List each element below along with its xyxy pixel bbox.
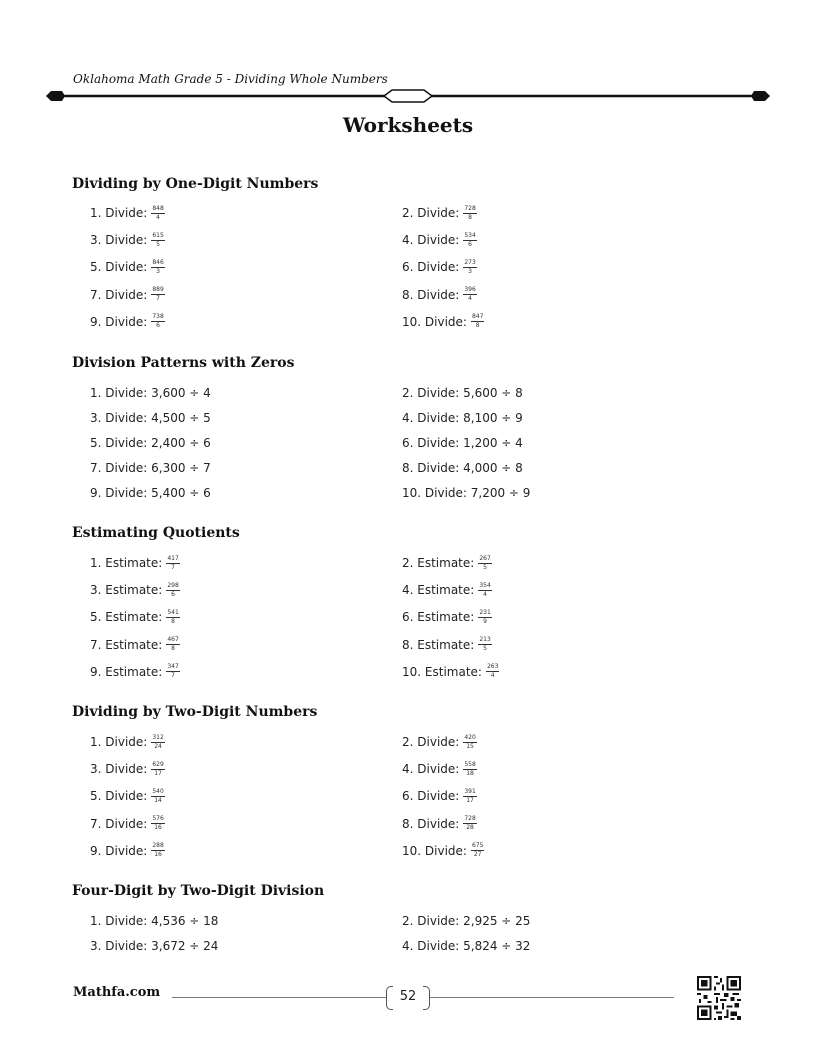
exercise-label: 8. Estimate: bbox=[402, 637, 475, 652]
exercise-text: 5. Divide: 2,400 ÷ 6 bbox=[90, 436, 211, 450]
exercise-item bbox=[90, 483, 211, 503]
exercise-item bbox=[90, 911, 218, 931]
fraction-numerator: 354 bbox=[479, 581, 491, 589]
header-divider bbox=[46, 88, 770, 104]
fraction-denominator: 27 bbox=[473, 851, 482, 859]
exercise-item bbox=[402, 408, 523, 428]
exercise-item bbox=[402, 911, 530, 931]
exercise-text: 3. Divide: 4,500 ÷ 5 bbox=[90, 411, 211, 425]
exercise-label: 4. Divide: bbox=[402, 762, 460, 777]
fraction-numerator: 347 bbox=[167, 663, 179, 671]
fraction-denominator: 7 bbox=[171, 563, 175, 571]
fraction-numerator: 738 bbox=[152, 313, 164, 321]
fraction bbox=[166, 556, 179, 571]
exercise-label: 7. Divide: bbox=[90, 287, 148, 302]
exercise-label: 1. Estimate: bbox=[90, 556, 163, 570]
qr-code-icon bbox=[697, 976, 741, 1020]
fraction-denominator: 5 bbox=[156, 240, 160, 248]
exercise-label: 4. Divide: bbox=[402, 233, 460, 248]
fraction-denominator: 4 bbox=[490, 672, 495, 680]
fraction bbox=[463, 735, 476, 750]
fraction-denominator: 8 bbox=[468, 213, 472, 221]
page-title: Worksheets bbox=[342, 113, 474, 137]
exercise-item bbox=[90, 841, 165, 861]
exercise-label: 9. Divide: bbox=[90, 843, 148, 858]
exercise-item bbox=[402, 580, 492, 600]
section-title: Estimating Quotients bbox=[72, 525, 240, 541]
fraction-denominator: 18 bbox=[466, 769, 474, 777]
exercise-label: 2. Estimate: bbox=[402, 556, 475, 570]
fraction-denominator: 3 bbox=[468, 267, 472, 275]
exercise-text: 8. Divide: 4,000 ÷ 8 bbox=[402, 461, 523, 475]
fraction-numerator: 558 bbox=[464, 760, 476, 768]
fraction-numerator: 540 bbox=[152, 787, 164, 795]
fraction bbox=[166, 610, 179, 625]
exercise-item bbox=[90, 257, 165, 277]
exercise-item bbox=[90, 786, 165, 806]
fraction-numerator: 267 bbox=[479, 554, 491, 562]
fraction bbox=[151, 735, 164, 750]
exercise-item bbox=[402, 553, 492, 573]
fraction-denominator: 15 bbox=[466, 742, 474, 750]
exercise-label: 1. Divide: bbox=[90, 735, 148, 749]
fraction-numerator: 615 bbox=[152, 231, 164, 239]
exercise-text: 7. Divide: 6,300 ÷ 7 bbox=[90, 461, 211, 475]
exercise-text: 1. Divide: 4,536 ÷ 18 bbox=[90, 914, 219, 928]
fraction-numerator: 541 bbox=[167, 608, 179, 616]
exercise-label: 1. Divide: bbox=[90, 206, 148, 220]
fraction bbox=[151, 843, 164, 858]
fraction bbox=[471, 843, 484, 858]
fraction bbox=[463, 260, 476, 275]
exercise-text: 4. Divide: 8,100 ÷ 9 bbox=[402, 411, 523, 425]
fraction bbox=[463, 206, 476, 221]
fraction bbox=[463, 287, 476, 302]
exercise-label: 3. Divide: bbox=[90, 233, 148, 248]
fraction bbox=[478, 610, 491, 625]
section-title: Dividing by Two-Digit Numbers bbox=[72, 704, 318, 720]
section-title: Four-Digit by Two-Digit Division bbox=[72, 883, 325, 899]
fraction-numerator: 288 bbox=[152, 842, 164, 850]
footer-divider-left bbox=[172, 997, 386, 998]
fraction bbox=[463, 789, 476, 804]
fraction bbox=[151, 789, 164, 804]
exercise-item bbox=[402, 759, 477, 779]
fraction-denominator: 17 bbox=[466, 796, 474, 804]
exercise-item bbox=[90, 383, 211, 403]
exercise-label: 4. Estimate: bbox=[402, 583, 475, 598]
fraction-numerator: 298 bbox=[167, 581, 179, 589]
fraction-numerator: 213 bbox=[479, 636, 491, 644]
exercise-label: 5. Estimate: bbox=[90, 610, 163, 625]
exercise-item bbox=[90, 285, 165, 305]
fraction bbox=[463, 233, 476, 248]
fraction-denominator: 8 bbox=[475, 322, 480, 330]
exercise-text: 1. Divide: 3,600 ÷ 4 bbox=[90, 386, 211, 400]
exercise-item bbox=[90, 607, 180, 627]
exercise-item bbox=[402, 312, 484, 332]
fraction bbox=[151, 260, 164, 275]
exercise-label: 3. Estimate: bbox=[90, 583, 163, 598]
fraction-numerator: 629 bbox=[152, 760, 164, 768]
fraction bbox=[478, 583, 491, 598]
fraction-numerator: 534 bbox=[464, 231, 476, 239]
exercise-item bbox=[90, 759, 165, 779]
exercise-label: 7. Estimate: bbox=[90, 637, 163, 652]
exercise-item bbox=[402, 433, 523, 453]
fraction-numerator: 889 bbox=[152, 286, 164, 294]
fraction-numerator: 728 bbox=[464, 204, 476, 212]
fraction-numerator: 263 bbox=[486, 663, 499, 671]
exercise-item bbox=[90, 203, 165, 223]
exercise-label: 6. Divide: bbox=[402, 789, 460, 804]
fraction-denominator: 16 bbox=[154, 824, 162, 832]
exercise-text: 10. Divide: 7,200 ÷ 9 bbox=[402, 486, 531, 500]
page-number-bracket-right bbox=[423, 986, 430, 1010]
exercise-item bbox=[402, 732, 477, 752]
fraction-denominator: 6 bbox=[171, 590, 175, 598]
fraction-denominator: 6 bbox=[156, 322, 160, 330]
exercise-label: 3. Divide: bbox=[90, 762, 148, 777]
fraction-numerator: 312 bbox=[152, 733, 164, 741]
exercise-label: 8. Divide: bbox=[402, 287, 460, 302]
footer-brand: Mathfa.com bbox=[73, 985, 161, 1000]
exercise-label: 10. Divide: bbox=[402, 843, 467, 858]
fraction-denominator: 6 bbox=[468, 240, 472, 248]
fraction bbox=[471, 314, 484, 329]
fraction bbox=[463, 816, 476, 831]
fraction-denominator: 28 bbox=[466, 824, 474, 832]
fraction bbox=[151, 287, 164, 302]
exercise-item bbox=[402, 285, 477, 305]
exercise-text: 4. Divide: 5,824 ÷ 32 bbox=[402, 939, 531, 953]
fraction bbox=[478, 637, 491, 652]
exercise-label: 2. Divide: bbox=[402, 735, 460, 749]
fraction bbox=[486, 664, 499, 679]
exercise-item bbox=[402, 458, 523, 478]
fraction-denominator: 5 bbox=[483, 645, 487, 653]
exercise-item bbox=[90, 814, 165, 834]
exercise-item bbox=[402, 662, 499, 682]
fraction-denominator: 4 bbox=[156, 213, 160, 221]
fraction-numerator: 273 bbox=[464, 258, 476, 266]
exercise-item bbox=[90, 635, 180, 655]
page-number: 52 bbox=[399, 989, 417, 1004]
exercise-label: 7. Divide: bbox=[90, 816, 148, 831]
exercise-item bbox=[402, 383, 523, 403]
section-title: Division Patterns with Zeros bbox=[72, 355, 295, 371]
exercise-item bbox=[90, 732, 165, 752]
fraction bbox=[151, 816, 164, 831]
exercise-label: 10. Divide: bbox=[402, 314, 467, 329]
fraction bbox=[478, 556, 491, 571]
exercise-label: 5. Divide: bbox=[90, 789, 148, 804]
fraction bbox=[166, 583, 179, 598]
exercise-item bbox=[402, 257, 477, 277]
exercise-item bbox=[90, 580, 180, 600]
fraction-numerator: 728 bbox=[464, 815, 476, 823]
exercise-item bbox=[402, 203, 477, 223]
exercise-label: 9. Estimate: bbox=[90, 664, 163, 679]
fraction-numerator: 467 bbox=[167, 636, 179, 644]
fraction-denominator: 9 bbox=[483, 617, 487, 625]
fraction-numerator: 420 bbox=[464, 733, 476, 741]
exercise-item bbox=[90, 553, 180, 573]
exercise-item bbox=[402, 483, 530, 503]
fraction-denominator: 4 bbox=[468, 295, 472, 303]
fraction-numerator: 391 bbox=[464, 787, 476, 795]
fraction-denominator: 8 bbox=[171, 645, 175, 653]
fraction-denominator: 8 bbox=[171, 617, 175, 625]
exercise-text: 6. Divide: 1,200 ÷ 4 bbox=[402, 436, 523, 450]
fraction-denominator: 14 bbox=[154, 796, 162, 804]
footer-divider-right bbox=[430, 997, 674, 998]
fraction-numerator: 231 bbox=[479, 608, 491, 616]
fraction-numerator: 847 bbox=[471, 313, 484, 321]
exercise-item bbox=[402, 841, 484, 861]
fraction-denominator: 5 bbox=[483, 563, 487, 571]
exercise-item bbox=[402, 814, 477, 834]
fraction-denominator: 24 bbox=[154, 742, 162, 750]
fraction-denominator: 7 bbox=[156, 295, 160, 303]
exercise-item bbox=[402, 230, 477, 250]
exercise-label: 9. Divide: bbox=[90, 314, 148, 329]
fraction bbox=[151, 233, 164, 248]
fraction-numerator: 576 bbox=[152, 815, 164, 823]
exercise-item bbox=[90, 312, 165, 332]
exercise-item bbox=[402, 936, 530, 956]
fraction bbox=[151, 206, 164, 221]
exercise-label: 5. Divide: bbox=[90, 260, 148, 275]
exercise-text: 9. Divide: 5,400 ÷ 6 bbox=[90, 486, 211, 500]
fraction-numerator: 417 bbox=[167, 554, 179, 562]
exercise-item bbox=[402, 607, 492, 627]
exercise-text: 2. Divide: 5,600 ÷ 8 bbox=[402, 386, 523, 400]
fraction bbox=[166, 637, 179, 652]
fraction-denominator: 7 bbox=[171, 672, 175, 680]
fraction bbox=[151, 762, 164, 777]
exercise-item bbox=[402, 786, 477, 806]
header-title: Oklahoma Math Grade 5 - Dividing Whole Numbers bbox=[73, 72, 388, 86]
exercise-label: 6. Estimate: bbox=[402, 610, 475, 625]
fraction bbox=[151, 314, 164, 329]
exercise-label: 10. Estimate: bbox=[402, 664, 482, 679]
exercise-label: 2. Divide: bbox=[402, 206, 460, 220]
exercise-label: 8. Divide: bbox=[402, 816, 460, 831]
exercise-text: 2. Divide: 2,925 ÷ 25 bbox=[402, 914, 531, 928]
exercise-item bbox=[90, 662, 180, 682]
fraction bbox=[166, 664, 179, 679]
exercise-item bbox=[90, 433, 211, 453]
fraction bbox=[463, 762, 476, 777]
exercise-label: 6. Divide: bbox=[402, 260, 460, 275]
fraction-numerator: 846 bbox=[152, 258, 164, 266]
fraction-denominator: 17 bbox=[154, 769, 162, 777]
fraction-numerator: 675 bbox=[471, 842, 484, 850]
exercise-item bbox=[402, 635, 492, 655]
exercise-text: 3. Divide: 3,672 ÷ 24 bbox=[90, 939, 219, 953]
exercise-item bbox=[90, 458, 211, 478]
exercise-item bbox=[90, 936, 218, 956]
exercise-item bbox=[90, 408, 211, 428]
fraction-numerator: 396 bbox=[464, 286, 476, 294]
fraction-denominator: 4 bbox=[483, 590, 487, 598]
fraction-numerator: 848 bbox=[152, 204, 164, 212]
section-title: Dividing by One-Digit Numbers bbox=[72, 176, 319, 192]
fraction-denominator: 16 bbox=[154, 851, 162, 859]
exercise-item bbox=[90, 230, 165, 250]
fraction-denominator: 3 bbox=[156, 267, 160, 275]
